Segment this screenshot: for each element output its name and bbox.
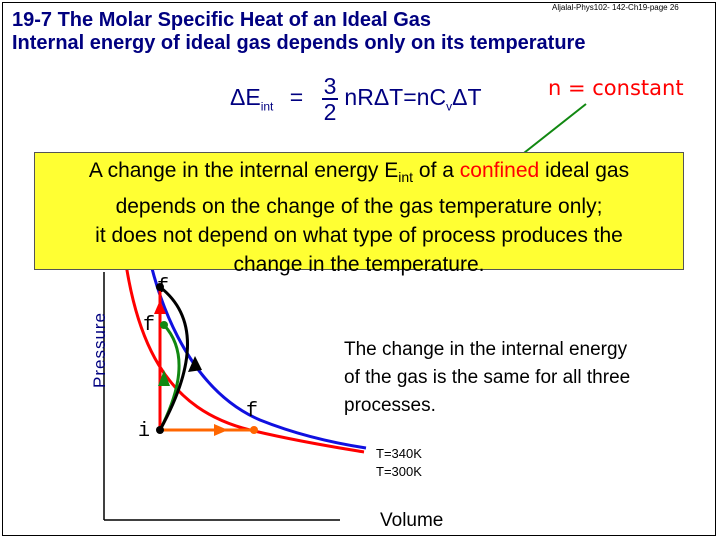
- page-reference: Aljalal-Phys102- 142-Ch19-page 26: [552, 3, 679, 12]
- callout-line1-subscript: int: [398, 169, 414, 186]
- callout-line1-mid: of a: [413, 159, 460, 182]
- formula-rhs-part1: nRΔT=nC: [344, 84, 447, 111]
- callout-line-3: it does not depend on what type of process produces the: [95, 224, 623, 248]
- fraction-numerator: 3: [323, 73, 337, 99]
- formula-lhs-subscript: int: [260, 99, 274, 114]
- x-axis-label: Volume: [380, 510, 444, 531]
- callout-line-2: depends on the change of the gas temperature only;: [115, 195, 603, 219]
- point-f-mid-dot: [160, 321, 168, 329]
- point-i-dot: [156, 426, 164, 434]
- callout-line-4: change in the temperature.: [233, 253, 485, 277]
- formula-rhs-subscript: v: [446, 99, 453, 114]
- fraction-denominator: 2: [323, 99, 337, 125]
- formula-equals: =: [289, 84, 304, 111]
- point-f-mid-label: f: [143, 314, 156, 337]
- y-axis-label: Pressure: [90, 311, 109, 389]
- slide-subtitle: Internal energy of ideal gas depends only on its temperature: [12, 32, 586, 54]
- isotherm-high-label: T=340K: [376, 446, 422, 461]
- n-constant-note: n = constant: [548, 76, 684, 100]
- point-i-label: i: [138, 420, 151, 443]
- callout-line1-text: A change in the internal energy E: [88, 159, 399, 182]
- formula-rhs-part2: ΔT: [452, 84, 482, 111]
- point-f-right-dot: [250, 426, 258, 434]
- arrow-orange-horizontal: [214, 424, 228, 436]
- point-f-top-label: f: [157, 276, 170, 299]
- description-text: The change in the internal energy of the gas is the same for all three processes.: [344, 339, 631, 416]
- callout-line-1: [35, 156, 683, 192]
- callout-line1-end: ideal gas: [539, 159, 630, 182]
- isotherm-low-label: T=300K: [376, 464, 422, 479]
- callout-confined-word: confined: [459, 159, 540, 182]
- formula-lhs: ΔE: [230, 84, 261, 111]
- key-statement-callout: [34, 152, 684, 277]
- point-f-right-label: f: [246, 400, 259, 423]
- slide-title: 19-7 The Molar Specific Heat of an Ideal Gas: [12, 9, 432, 31]
